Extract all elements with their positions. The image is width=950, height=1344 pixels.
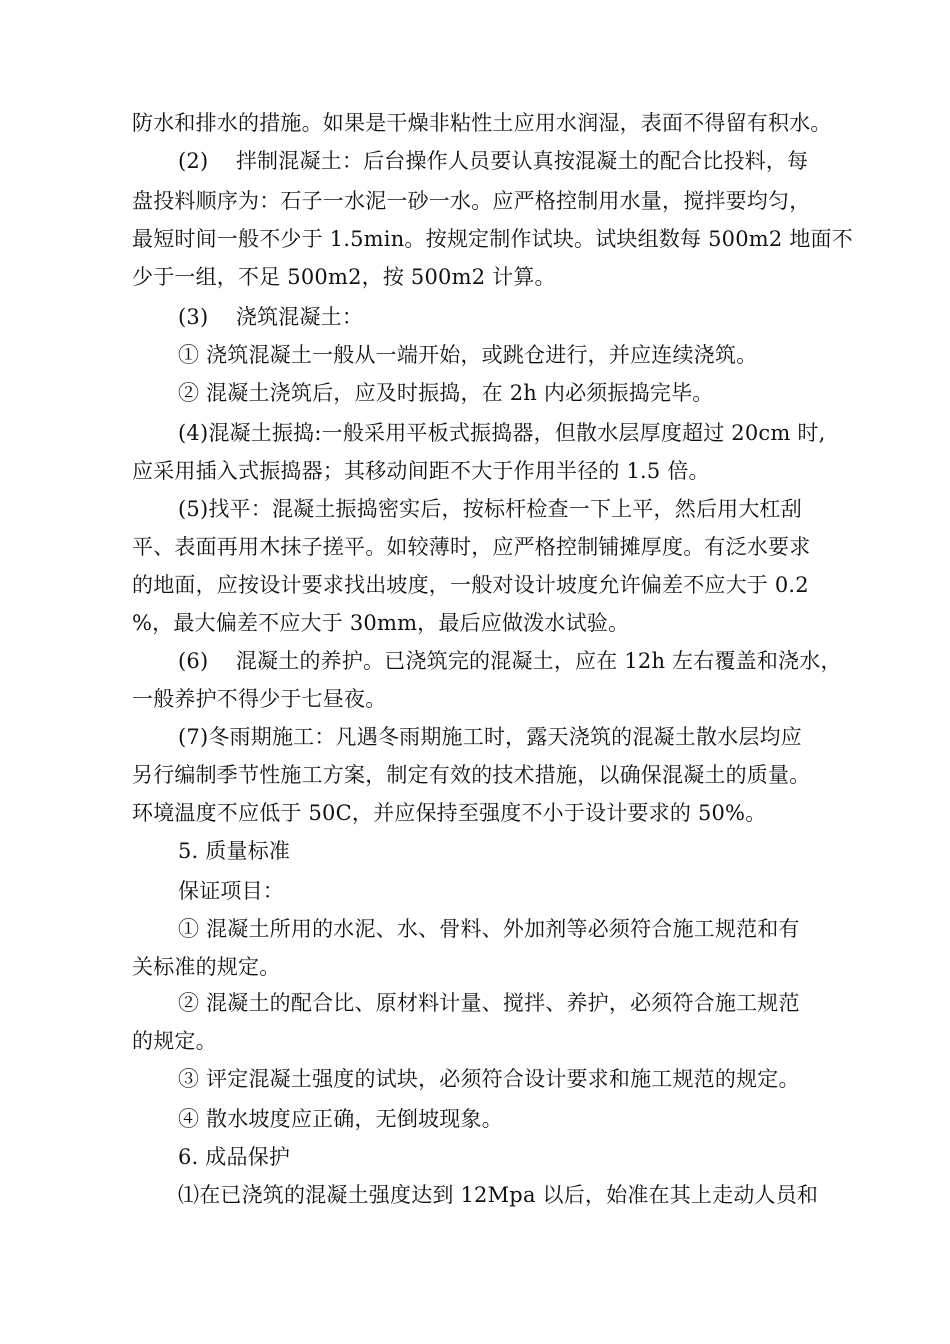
text-line-17: (7)冬雨期施工：凡遇冬雨期施工时，露天浇筑的混凝土散水层均应 [178,725,802,749]
text-line-26: ③ 评定混凝土强度的试块，必须符合设计要求和施工规范的规定。 [178,1067,800,1091]
text-line-3: 盘投料顺序为：石子一水泥一砂一水。应严格控制用水量，搅拌要均匀， [132,189,811,213]
text-line-18: 另行编制季节性施工方案，制定有效的技术措施，以确保混凝土的质量。 [132,763,811,787]
text-line-15: (6) 混凝土的养护。已浇筑完的混凝土，应在 12h 左右覆盖和浇水， [178,649,842,673]
text-line-10: 应采用插入式振捣器；其移动间距不大于作用半径的 1.5 倍。 [132,459,710,483]
text-line-23: 关标准的规定。 [132,955,281,979]
text-line-27: ④ 散水坡度应正确，无倒坡现象。 [178,1107,503,1131]
text-line-25: 的规定。 [132,1029,217,1053]
text-line-19: 环境温度不应低于 50C，并应保持至强度不小于设计要求的 50%。 [132,801,767,825]
text-line-29: ⑴在已浇筑的混凝土强度达到 12Mpa 以后，始准在其上走动人员和 [178,1183,819,1207]
text-line-11: (5)找平：混凝土振捣密实后，按标杆检查一下上平，然后用大杠刮 [178,497,802,521]
text-line-7: ① 浇筑混凝土一般从一端开始，或跳仓进行，并应连续浇筑。 [178,343,758,367]
text-line-5: 少于一组，不足 500m2，按 500m2 计算。 [132,265,556,289]
section-heading-product-protection: 6. 成品保护 [178,1145,291,1169]
text-line-1: 防水和排水的措施。如果是干燥非粘性土应用水润湿，表面不得留有积水。 [132,111,832,135]
text-line-9: (4)混凝土振捣:一般采用平板式振捣器，但散水层厚度超过 20cm 时, [178,421,826,445]
text-line-12: 平、表面再用木抹子搓平。如较薄时，应严格控制铺摊厚度。有泛水要求 [132,535,811,559]
text-line-21: 保证项目： [178,879,284,903]
text-line-16: 一般养护不得少于七昼夜。 [132,687,387,711]
text-line-4: 最短时间一般不少于 1.5min。按规定制作试块。试块组数每 500m2 地面不 [132,227,853,251]
text-line-8: ② 混凝土浇筑后，应及时振捣，在 2h 内必须振捣完毕。 [178,381,714,405]
text-line-14: %，最大偏差不应大于 30mm，最后应做泼水试验。 [132,611,630,635]
text-line-24: ② 混凝土的配合比、原材料计量、搅拌、养护，必须符合施工规范 [178,991,800,1015]
text-line-6: (3) 浇筑混凝土： [178,305,364,329]
text-line-13: 的地面，应按设计要求找出坡度，一般对设计坡度允许偏差不应大于 0.2 [132,573,809,597]
text-line-22: ① 混凝土所用的水泥、水、骨料、外加剂等必须符合施工规范和有 [178,917,800,941]
text-line-2: (2) 拌制混凝土：后台操作人员要认真按混凝土的配合比投料，每 [178,149,809,173]
section-heading-quality-standard: 5. 质量标准 [178,839,291,863]
